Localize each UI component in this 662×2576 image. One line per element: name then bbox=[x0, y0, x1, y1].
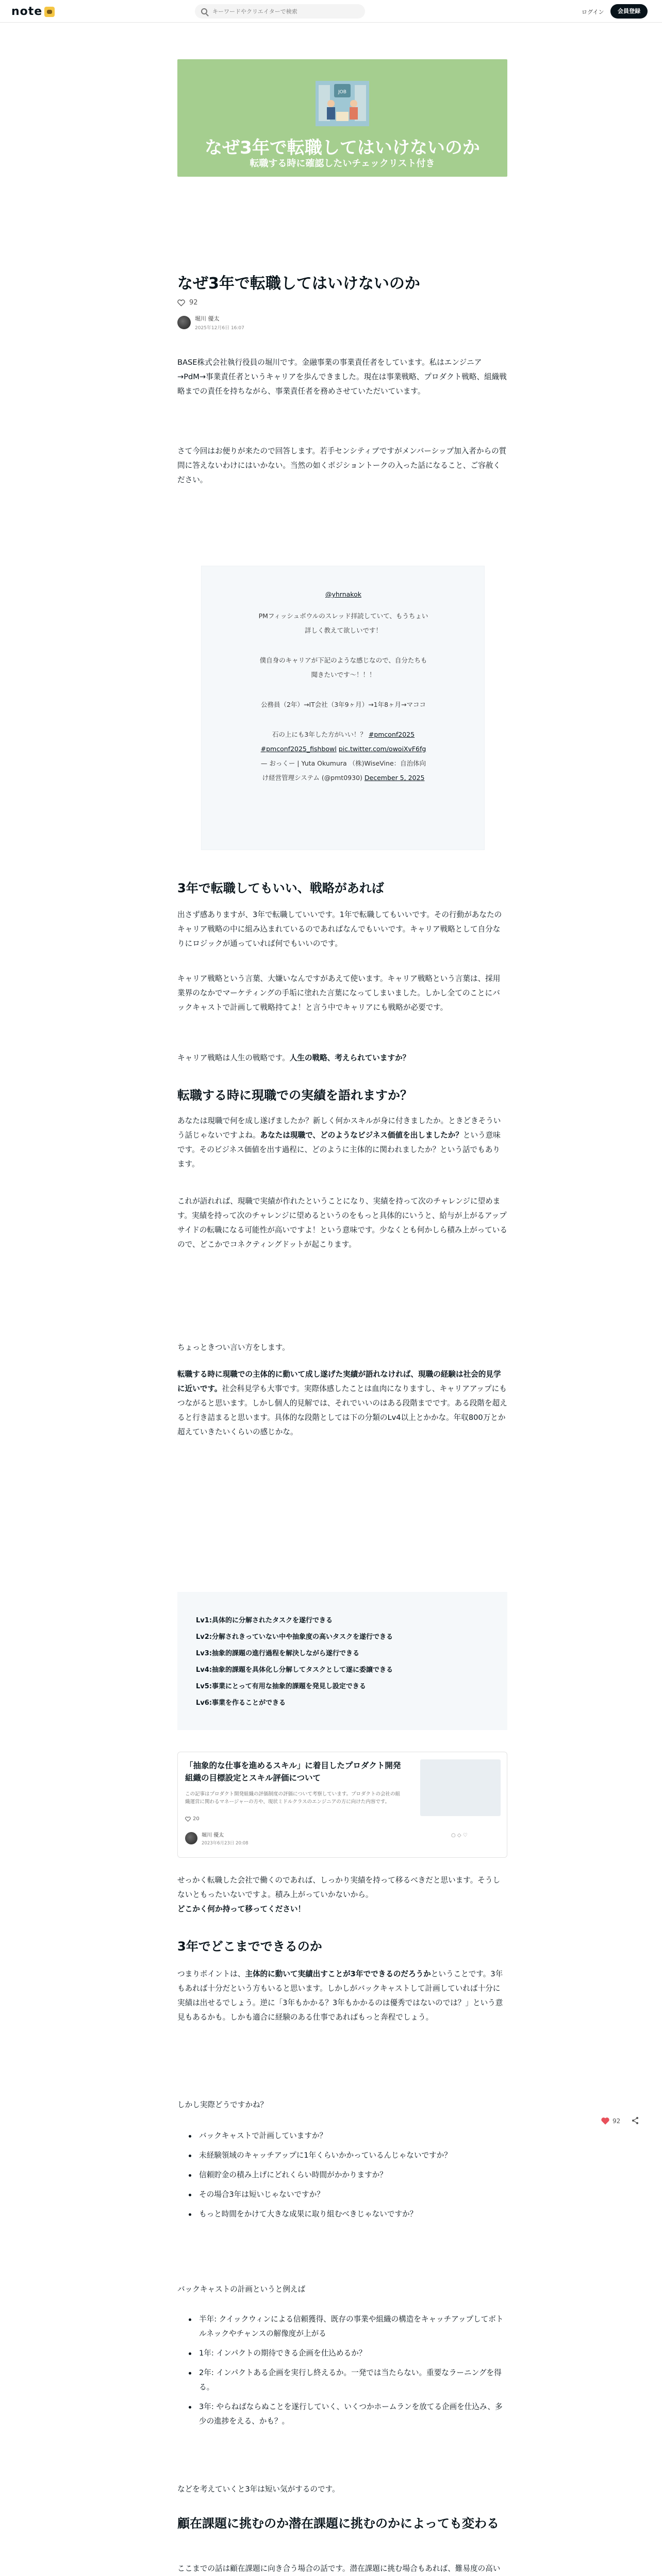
intro-paragraph-2: さて今回はお便りが来たので回答します。若手センシティブですがメンバーシップ加入者からの質問に答えないわけにはいかない。当然の如くポジショントークの入った話になること、ご容赦ください。 bbox=[177, 447, 507, 484]
s2-paragraph-4: 転職する時に現職での主体的に動いて成し遂げた実績が語れなければ、現職の経験は社会的見学に近いです。社会科見学も大事です。実際体感したことは血肉になりますし、キャリアアップにもつながると思います。しかし個人的見解では、それでいいのはある段階までです。ある段階を超えると行き詰まると思います。具体的な段階としては下の分類のLv4以上とかかな。年収800万とか超えていきたいくらいの感じかな。 bbox=[177, 1370, 507, 1436]
s3-paragraph-3: バックキャストの計画というと例えば bbox=[177, 2285, 306, 2294]
svg-text:JOB: JOB bbox=[338, 90, 346, 95]
list-item: その場合3年は短いじゃないですか？ bbox=[177, 2188, 507, 2202]
tweet-handle[interactable]: @yhrnakok bbox=[325, 590, 361, 598]
floating-like-count: 92 bbox=[613, 2117, 621, 2125]
hero-title: なぜ3年で転職してはいけないのか bbox=[205, 138, 480, 158]
top-header bbox=[0, 0, 662, 23]
s2-paragraph-3: ちょっときつい言い方をします。 bbox=[177, 1343, 290, 1352]
logo-badge-icon bbox=[44, 7, 55, 17]
list-item: 信頼貯金の積み上げにどれくらい時間がかかりますか？ bbox=[177, 2168, 507, 2182]
tweet-date-link[interactable]: December 5, 2025 bbox=[364, 774, 425, 782]
intro-paragraph-1: BASE株式会社執行役員の堀川です。金融事業の事業責任者をしています。私はエンジニア→PdM→事業責任者というキャリアを歩んできました。現在は事業戦略、プロダクト戦略、組織戦略までの責任を持ちながら、事業責任者を務めさせていただいています。 bbox=[177, 358, 507, 396]
tweet-line-8: — おっくー | Yuta Okumura （株)WiseVine：自治体向 bbox=[260, 759, 426, 767]
list-item: 3年: やらねばならぬことを遂行していく、いくつかホームランを放てる企画を仕込み、多少の進捗をえる、かも？。 bbox=[177, 2400, 507, 2429]
s3-paragraph-2: しかし実際どうですかね？ bbox=[177, 2100, 268, 2109]
list-item: 半年: クイックウィンによる信頼獲得、既存の事業や組織の構造をキャッチアップしてボトルネックやチャンスの解像度が上がる bbox=[177, 2312, 507, 2341]
section-heading-4: 顧在課題に挑むのか潜在課題に挑むのかによっても変わる bbox=[177, 2516, 499, 2531]
tweet-line-1: PMフィッシュボウルのスレッド拝読していて、もうちょい bbox=[258, 612, 428, 620]
author-row[interactable] bbox=[177, 314, 244, 331]
list-item: バックキャストで計画していますか？ bbox=[177, 2129, 507, 2143]
card-like: 20 bbox=[185, 1816, 200, 1822]
heart-icon bbox=[185, 1817, 191, 1822]
floating-like-button[interactable] bbox=[601, 2117, 620, 2125]
hero-subtitle: 転職する時に確認したいチェックリスト付き bbox=[250, 158, 435, 169]
linked-article-card[interactable] bbox=[177, 1752, 507, 1858]
section-heading-2: 転職する時に現職での実績を語れますか？ bbox=[177, 1088, 412, 1103]
tweet-line-2: 詳しく教えて欲しいです！ bbox=[304, 626, 382, 634]
backcast-question-list bbox=[177, 2129, 507, 2227]
search-input[interactable] bbox=[212, 8, 357, 15]
level-item: Lv3:抽象的課題の進行過程を解決しながら遂行できる bbox=[196, 1650, 360, 1657]
skill-levels-box bbox=[177, 1592, 507, 1730]
tweet-hashtag-2[interactable]: #pmconf2025_fishbowl bbox=[260, 745, 337, 753]
s3-paragraph-4: などを考えていくと3年は短い気がするのです。 bbox=[177, 2485, 340, 2494]
s1-paragraph-1: 出さず感ありますが、3年で転職していいです。1年で転職してもいいです。その行動があなたのキャリア戦略の中に組み込まれているのであればなんでもいいです。キャリア戦略として自分なりにロジックが通っていれば何でもいいのです。 bbox=[177, 910, 502, 948]
card-author-name: 堀川 優太 bbox=[202, 1833, 224, 1838]
section-heading-1: 3年で転職してもいい、戦略があれば bbox=[177, 881, 384, 895]
search-box[interactable] bbox=[195, 4, 365, 19]
like-count: 92 bbox=[189, 299, 198, 307]
heart-icon bbox=[601, 2117, 609, 2125]
card-description: この記事はプロダクト開発組織の評価制度の評価について考察しています。プロダクトの会社の組織運営に関わるマネージャーの方や、現状ミドルクラスのエンジニアの方に向けた内容です。 bbox=[185, 1791, 401, 1805]
s4-paragraph-1: ここまでの話は顧在課題に向き合う場合の話です。潜在課題に挑む場合もあれば、難易度の高い bbox=[177, 2564, 501, 2573]
list-item: 2年: インパクトある企画を実行し終えるか。一発では当たらない。重要なラーニングを得る。 bbox=[177, 2366, 507, 2395]
login-button[interactable]: ログイン bbox=[582, 9, 604, 15]
share-icon[interactable] bbox=[631, 2116, 639, 2125]
section-heading-3: 3年でどこまでできるのか bbox=[177, 1939, 322, 1954]
s1-paragraph-3: キャリア戦略は人生の戦略です。人生の戦略、考えられていますか？ bbox=[177, 1054, 410, 1062]
list-item: 未経験領域のキャッチアップに1年くらいかかっているんじゃないですか？ bbox=[177, 2148, 507, 2163]
office-illustration-icon bbox=[316, 81, 369, 126]
level-item: Lv5:事業にとって有用な抽象的課題を発見し設定できる bbox=[196, 1683, 366, 1690]
tweet-hashtag-1[interactable]: #pmconf2025 bbox=[368, 731, 415, 738]
author-name[interactable]: 堀川 優太 bbox=[195, 315, 220, 322]
level-item: Lv1:具体的に分解されたタスクを遂行できる bbox=[196, 1617, 333, 1624]
level-item: Lv2:分解されきっていない中や抽象度の高いタスクを遂行できる bbox=[196, 1633, 393, 1641]
card-action-icons[interactable]: ○ ◇ ♡ bbox=[451, 1833, 468, 1838]
note-logo[interactable] bbox=[11, 5, 55, 18]
tweet-line-3: 僕自身のキャリアが下記のような感じなので、自分たちも bbox=[259, 656, 427, 664]
card-thumbnail[interactable] bbox=[420, 1759, 501, 1816]
logo-text: note bbox=[11, 5, 43, 18]
heart-icon[interactable] bbox=[177, 299, 185, 307]
search-icon bbox=[201, 8, 207, 14]
s1-paragraph-2: キャリア戦略という言葉、大嫌いなんですがあえて使います。キャリア戦略という言葉は、採用業界のなかでマーケティングの手垢に塗れた言葉になってしまいました。しかし全てのことにバックキャストで計画して戦略持てよ！と言う中でキャリアにも戦略が必要です。 bbox=[177, 974, 501, 1012]
s2-paragraph-2: これが語れれば、現職で実績が作れたということになり、実績を持って次のチャレンジに望めます。実績を持って次のチャレンジに望めるというのをもっと具体的にいうと、給与が上がるアップサイドの転職になる可能性が高いですよ！という意味です。少なくとも何かしら積み上がっているので、どこかでコネクティングドットが起こります。 bbox=[177, 1197, 507, 1249]
level-item: Lv4:抽象的課題を具体化し分解してタスクとして遂に委譲できる bbox=[196, 1666, 393, 1674]
embedded-post bbox=[201, 566, 485, 850]
article-title: なぜ3年で転職してはいけないのか bbox=[177, 275, 420, 293]
publish-date: 2025年12月6日 16:07 bbox=[195, 326, 244, 331]
hero-image bbox=[177, 59, 507, 177]
card-title[interactable]: 「抽象的な仕事を進めるスキル」に着目したプロダクト開発組織の目標設定とスキル評価について bbox=[185, 1761, 401, 1783]
tweet-line-5: 公務員（2年）→IT会社（3年9ヶ月）→1年8ヶ月→マココ bbox=[260, 701, 426, 708]
s3-paragraph-1: つまりポイントは、主体的に動いて実績出すことが3年でできるのだろうかということです。3年もあれば十分だという方もいると思います。しかしがバックキャストして計画していれば十分に実績は出せるでしょう。逆に「3年もかかる？3年もかかるのは優秀ではないのでは？」という意見もあるかも。しかも適合に経験のある仕事であればもっと奔程でしょう。 bbox=[177, 1970, 503, 2022]
tweet-pic-link[interactable]: pic.twitter.com/owoiXvF6fg bbox=[338, 745, 426, 753]
tweet-line-4: 聞きたいです〜！！！ bbox=[311, 671, 376, 679]
signup-button[interactable]: 会員登録 bbox=[610, 4, 648, 19]
avatar bbox=[185, 1832, 197, 1844]
avatar[interactable] bbox=[177, 316, 191, 329]
s2-paragraph-1: あなたは現職で何を成し遂げましたか？新しく何かスキルが身に付きましたか。ときどきそういう話じゃないですよね。あなたは現職で、どのようなビジネス価値を出しましたか？という意味です。そのビジネス価値を出す過程に、どのように主体的に関われましたか？という話でもあります。 bbox=[177, 1116, 501, 1168]
level-item: Lv6:事業を作ることができる bbox=[196, 1699, 286, 1707]
tweet-line-6: 石の上にも3年した方がいい！？ bbox=[272, 731, 367, 738]
list-item: もっと時間をかけて大きな成果に取り組むべきじゃないですか？ bbox=[177, 2207, 507, 2222]
tweet-line-9: け経営管理システム (@pmt0930) bbox=[262, 774, 362, 782]
list-item: 1年: インパクトの期待できる企画を仕込めるか？ bbox=[177, 2346, 507, 2361]
card-author[interactable] bbox=[185, 1831, 249, 1846]
like-row bbox=[177, 299, 198, 307]
s2-paragraph-5: せっかく転職した会社で働くのであれば、しっかり実績を持って移るべきだと思います。そうしないともったいないですよ。積み上がっていかないから。 どこかく何か持って移ってください！ bbox=[177, 1876, 501, 1913]
card-date: 2023年6月23日 20:08 bbox=[202, 1841, 249, 1846]
backcast-example-list bbox=[177, 2312, 507, 2434]
